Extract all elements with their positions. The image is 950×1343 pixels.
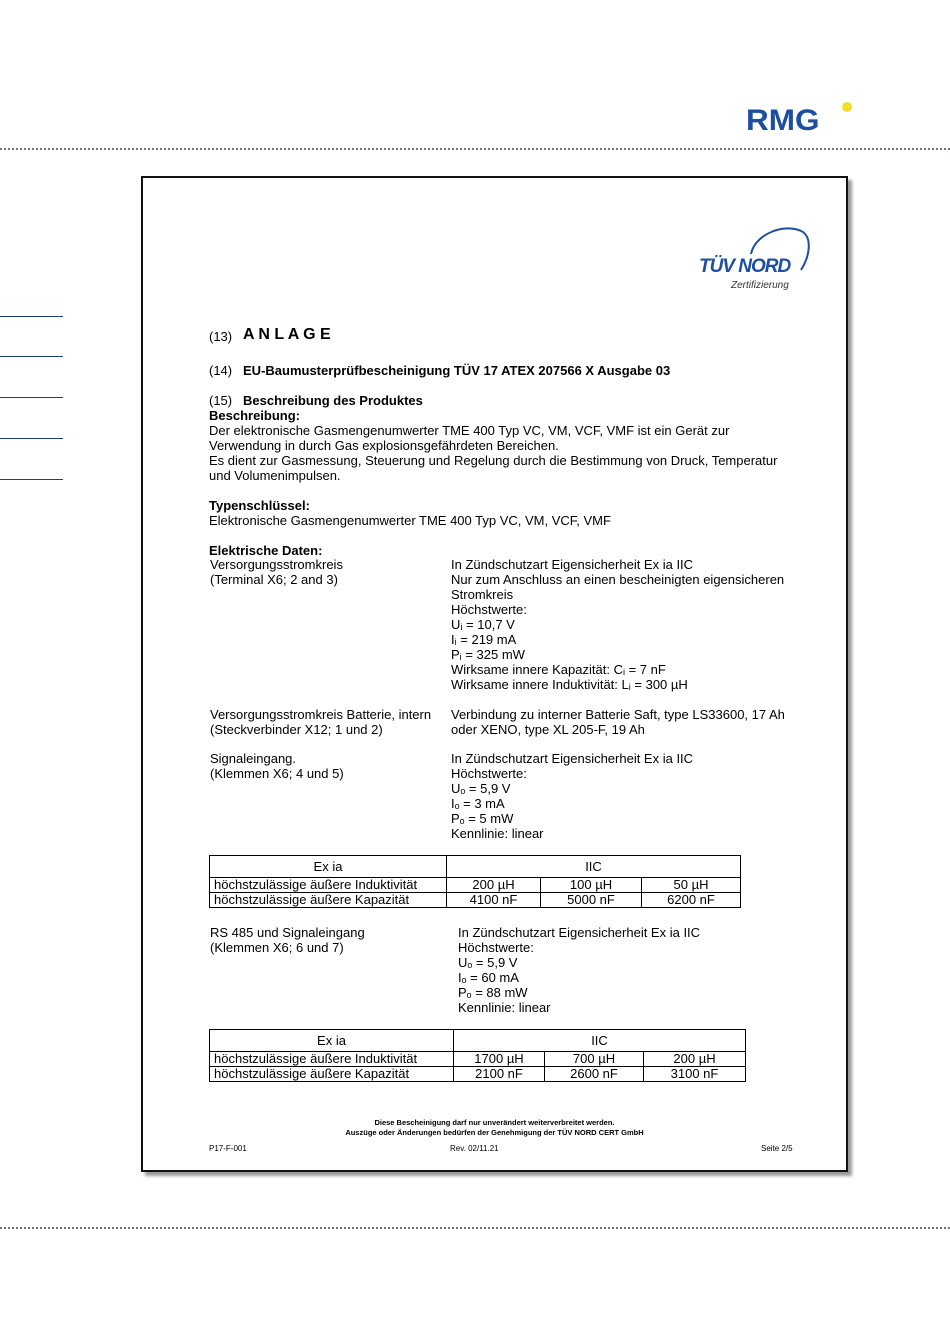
- table-cell: 200 µH: [447, 878, 541, 893]
- supply-spec-line: Wirksame innere Induktivität: Lᵢ = 300 µH: [451, 677, 688, 692]
- supply-spec-line: In Zündschutzart Eigensicherheit Ex ia IIC: [451, 557, 694, 572]
- side-marker-2: [0, 356, 63, 357]
- description-line: Es dient zur Gasmessung, Steuerung und Regelung durch die Bestimmung von Druck, Temperatur: [209, 453, 778, 468]
- table-cell: 1700 µH: [454, 1052, 545, 1067]
- signal-spec-line: Uₒ = 5,9 V: [451, 781, 511, 796]
- table-row: [210, 893, 741, 908]
- table-cell: 6200 nF: [642, 893, 741, 908]
- supply-spec-line: Nur zum Anschluss an einen bescheinigten eigensicheren: [451, 572, 785, 587]
- signal-spec-line: Höchstwerte:: [451, 766, 527, 781]
- rmg-logo-dot: [842, 102, 852, 112]
- table-header-cell: Ex ia: [210, 856, 447, 878]
- section-13-number: (13): [209, 329, 233, 344]
- side-marker-3: [0, 397, 63, 398]
- footer-revision: Rev. 02/11.21: [450, 1144, 499, 1153]
- battery-circuit-label: Versorgungsstromkreis Batterie, intern: [210, 707, 432, 722]
- section-14-number: (14): [209, 363, 233, 378]
- table-cell: 100 µH: [541, 878, 642, 893]
- table-cell: 50 µH: [642, 878, 741, 893]
- signal-spec-line: In Zündschutzart Eigensicherheit Ex ia IIC: [451, 751, 694, 766]
- electrical-data-heading: Elektrische Daten:: [209, 543, 323, 558]
- footer-page-number: Seite 2/5: [761, 1144, 793, 1153]
- certificate-page: [141, 176, 848, 1172]
- section-15-title: Beschreibung des Produktes: [243, 393, 423, 408]
- distribution-note: Diese Bescheinigung darf nur unverändert weiterverbreitet werden.: [374, 1118, 615, 1127]
- supply-circuit-terminal: (Terminal X6; 2 and 3): [210, 572, 338, 587]
- table-row: [210, 1052, 746, 1067]
- table-cell-label: höchstzulässige äußere Kapazität: [210, 1067, 454, 1082]
- supply-spec-line: Iᵢ = 219 mA: [451, 632, 517, 647]
- rmg-logo-text: RMG: [746, 104, 820, 137]
- table-cell: 700 µH: [545, 1052, 644, 1067]
- section-14-title: EU-Baumusterprüfbescheinigung TÜV 17 ATEX 207566 X Ausgabe 03: [243, 363, 671, 378]
- table-header-cell: IIC: [454, 1030, 746, 1052]
- rs485-spec-line: Iₒ = 60 mA: [458, 970, 519, 985]
- rs485-spec-line: Kennlinie: linear: [458, 1000, 551, 1015]
- table-header-cell: IIC: [447, 856, 741, 878]
- signal-input-label: Signaleingang.: [210, 751, 297, 766]
- rs485-spec-line: Höchstwerte:: [458, 940, 534, 955]
- table-cell: 4100 nF: [447, 893, 541, 908]
- footer-form-code: P17-F-001: [209, 1144, 247, 1153]
- section-15-number: (15): [209, 393, 233, 408]
- type-key-text: Elektronische Gasmengenumwerter TME 400 Typ VC, VM, VCF, VMF: [209, 513, 611, 528]
- supply-spec-line: Pᵢ = 325 mW: [451, 647, 525, 662]
- battery-spec-line: Verbindung zu interner Batterie Saft, type LS33600, 17 Ah: [451, 707, 785, 722]
- table-cell: 5000 nF: [541, 893, 642, 908]
- signal-limits-table: [209, 855, 741, 908]
- rs485-limits-table: [209, 1029, 746, 1082]
- side-marker-1: [0, 316, 63, 317]
- tuv-nord-logo-subtitle: Zertifizierung: [731, 280, 789, 291]
- description-line: Der elektronische Gasmengenumwerter TME 400 Typ VC, VM, VCF, VMF ist ein Gerät zur: [209, 423, 730, 438]
- signal-spec-line: Kennlinie: linear: [451, 826, 544, 841]
- tuv-nord-logo-text: TÜV NORD: [699, 256, 791, 277]
- table-cell-label: höchstzulässige äußere Induktivität: [210, 1052, 454, 1067]
- side-marker-4: [0, 438, 63, 439]
- rmg-logo: [746, 102, 856, 138]
- table-header-row: [210, 856, 741, 878]
- table-header-row: [210, 1030, 746, 1052]
- supply-spec-line: Stromkreis: [451, 587, 514, 602]
- supply-spec-line: Uᵢ = 10,7 V: [451, 617, 515, 632]
- rs485-spec-line: Uₒ = 5,9 V: [458, 955, 518, 970]
- supply-spec-line: Höchstwerte:: [451, 602, 527, 617]
- footer-dotted-rule: [0, 1227, 950, 1229]
- rs485-spec-line: Pₒ = 88 mW: [458, 985, 528, 1000]
- section-13-title: A N L A G E: [243, 326, 331, 343]
- distribution-note: Auszüge oder Änderungen bedürfen der Genehmigung der TÜV NORD CERT GmbH: [345, 1128, 644, 1137]
- tuv-nord-logo: [699, 224, 813, 294]
- rs485-label: RS 485 und Signaleingang: [210, 925, 365, 940]
- signal-spec-line: Pₒ = 5 mW: [451, 811, 514, 826]
- signal-spec-line: Iₒ = 3 mA: [451, 796, 505, 811]
- header-dotted-rule: [0, 148, 950, 150]
- supply-spec-line: Wirksame innere Kapazität: Cᵢ = 7 nF: [451, 662, 666, 677]
- supply-circuit-label: Versorgungsstromkreis: [210, 557, 343, 572]
- battery-circuit-connector: (Steckverbinder X12; 1 und 2): [210, 722, 383, 737]
- table-row: [210, 878, 741, 893]
- table-cell: 2600 nF: [545, 1067, 644, 1082]
- type-key-heading: Typenschlüssel:: [209, 498, 310, 513]
- table-cell-label: höchstzulässige äußere Kapazität: [210, 893, 447, 908]
- table-header-cell: Ex ia: [210, 1030, 454, 1052]
- description-heading: Beschreibung:: [209, 408, 301, 423]
- signal-input-terminal: (Klemmen X6; 4 und 5): [210, 766, 344, 781]
- table-row: [210, 1067, 746, 1082]
- table-cell-label: höchstzulässige äußere Induktivität: [210, 878, 447, 893]
- table-cell: 200 µH: [644, 1052, 746, 1067]
- table-cell: 2100 nF: [454, 1067, 545, 1082]
- description-line: und Volumenimpulsen.: [209, 468, 341, 483]
- rs485-spec-line: In Zündschutzart Eigensicherheit Ex ia IIC: [458, 925, 701, 940]
- rs485-terminal: (Klemmen X6; 6 und 7): [210, 940, 344, 955]
- table-cell: 3100 nF: [644, 1067, 746, 1082]
- battery-spec-line: oder XENO, type XL 205-F, 19 Ah: [451, 722, 645, 737]
- side-marker-5: [0, 479, 63, 480]
- description-line: Verwendung in durch Gas explosionsgefährdeten Bereichen.: [209, 438, 559, 453]
